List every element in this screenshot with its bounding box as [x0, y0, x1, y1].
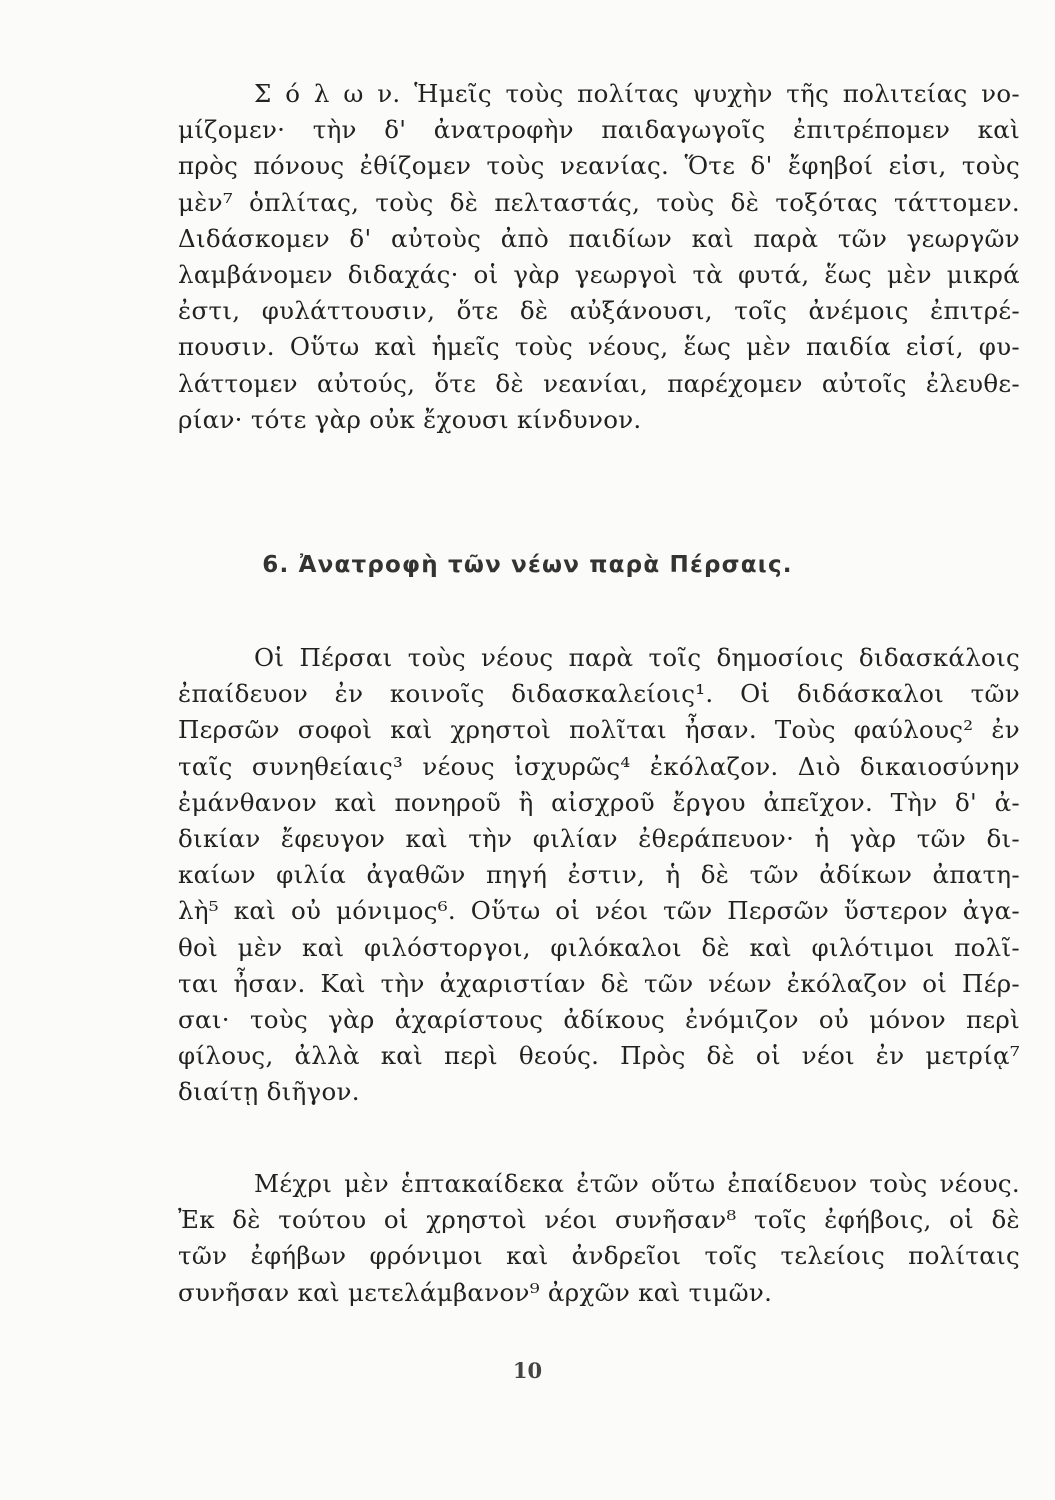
text-line: λάττομεν αὐτούς, ὅτε δὲ νεανίαι, παρέχομεν αὐτοῖς ἐλευθε-: [178, 368, 1020, 398]
paragraph-persians: [178, 640, 1020, 1110]
text-line: σαι· τοὺς γὰρ ἀχαρίστους ἀδίκους ἐνόμιζον οὐ μόνον περὶ: [178, 1004, 1020, 1034]
text-line: ταῖς συνηθείαις³ νέους ἰσχυρῶς⁴ ἐκόλαζον. Διὸ δικαιοσύνην: [178, 751, 1020, 781]
text-line: Οἱ Πέρσαι τοὺς νέους παρὰ τοῖς δημοσίοις διδασκάλοις: [254, 643, 1020, 672]
text-line: φίλους, ἀλλὰ καὶ περὶ θεούς. Πρὸς δὲ οἱ νέοι ἐν μετρίᾳ⁷: [178, 1041, 1020, 1071]
text-line: Διδάσκομεν δ' αὐτοὺς ἀπὸ παιδίων καὶ παρὰ τῶν γεωργῶν: [178, 223, 1020, 253]
text-line: Μέχρι μὲν ἑπτακαίδεκα ἐτῶν οὕτω ἐπαίδευον τοὺς νέους.: [254, 1169, 1020, 1198]
text-line: τῶν ἐφήβων φρόνιμοι καὶ ἀνδρεῖοι τοῖς τελείοις πολίταις: [178, 1241, 1020, 1271]
paragraph-ephebes: [178, 1166, 1020, 1311]
text-line: ἐστι, φυλάττουσιν, ὅτε δὲ αὐξάνουσι, τοῖς ἀνέμοις ἐπιτρέ-: [178, 296, 1020, 326]
text-line: ρίαν· τότε γὰρ οὐκ ἔχουσι κίνδυνον.: [178, 404, 642, 434]
text-line: ἐπαίδευον ἐν κοινοῖς διδασκαλείοις¹. Οἱ διδάσκαλοι τῶν: [178, 679, 1020, 709]
text-line: ται ἦσαν. Καὶ τὴν ἀχαριστίαν δὲ τῶν νέων ἐκόλαζον οἱ Πέρ-: [178, 968, 1020, 998]
text-line: πουσιν. Οὕτω καὶ ἡμεῖς τοὺς νέους, ἕως μὲν παιδία εἰσί, φυ-: [178, 332, 1020, 362]
text-line: θοὶ μὲν καὶ φιλόστοργοι, φιλόκαλοι δὲ καὶ φιλότιμοι πολῖ-: [178, 932, 1020, 962]
paragraph-solon: [178, 76, 1020, 438]
text-line: ἐμάνθανον καὶ πονηροῦ ἢ αἰσχροῦ ἔργου ἀπεῖχον. Τὴν δ' ἀ-: [178, 787, 1020, 817]
text-line: λὴ⁵ καὶ οὐ μόνιμος⁶. Οὕτω οἱ νέοι τῶν Περσῶν ὕστερον ἀγα-: [178, 896, 1020, 926]
page-number: 10: [512, 1358, 543, 1383]
text-line: μὲν⁷ ὁπλίτας, τοὺς δὲ πελταστάς, τοὺς δὲ τοξότας τάττομεν.: [178, 187, 1020, 217]
text-line: λαμβάνομεν διδαχάς· οἱ γὰρ γεωργοὶ τὰ φυτά, ἕως μὲν μικρά: [178, 259, 1020, 289]
text-line: καίων φιλία ἀγαθῶν πηγή ἐστιν, ἡ δὲ τῶν ἀδίκων ἀπατη-: [178, 860, 1020, 890]
text-line: συνῆσαν καὶ μετελάμβανον⁹ ἀρχῶν καὶ τιμῶν.: [178, 1277, 773, 1307]
text-line: Περσῶν σοφοὶ καὶ χρηστοὶ πολῖται ἦσαν. Τοὺς φαύλους² ἐν: [178, 715, 1020, 745]
text-line: δικίαν ἔφευγον καὶ τὴν φιλίαν ἐθεράπευον· ἡ γὰρ τῶν δι-: [178, 823, 1020, 853]
text-line: διαίτῃ διῆγον.: [178, 1077, 360, 1107]
section-heading: 6. Ἀνατροφὴ τῶν νέων παρὰ Πέρσαις.: [262, 552, 793, 578]
text-line: πρὸς πόνους ἐθίζομεν τοὺς νεανίας. Ὅτε δ' ἔφηβοί εἰσι, τοὺς: [178, 151, 1020, 181]
text-line: μίζομεν· τὴν δ' ἀνατροφὴν παιδαγωγοῖς ἐπιτρέπομεν καὶ: [178, 115, 1020, 145]
text-line: Ἐκ δὲ τούτου οἱ χρηστοὶ νέοι συνῆσαν⁸ τοῖς ἐφήβοις, οἱ δὲ: [178, 1205, 1020, 1235]
text-line: Σ ό λ ω ν. Ἡμεῖς τοὺς πολίτας ψυχὴν τῆς πολιτείας νο-: [254, 79, 1020, 108]
